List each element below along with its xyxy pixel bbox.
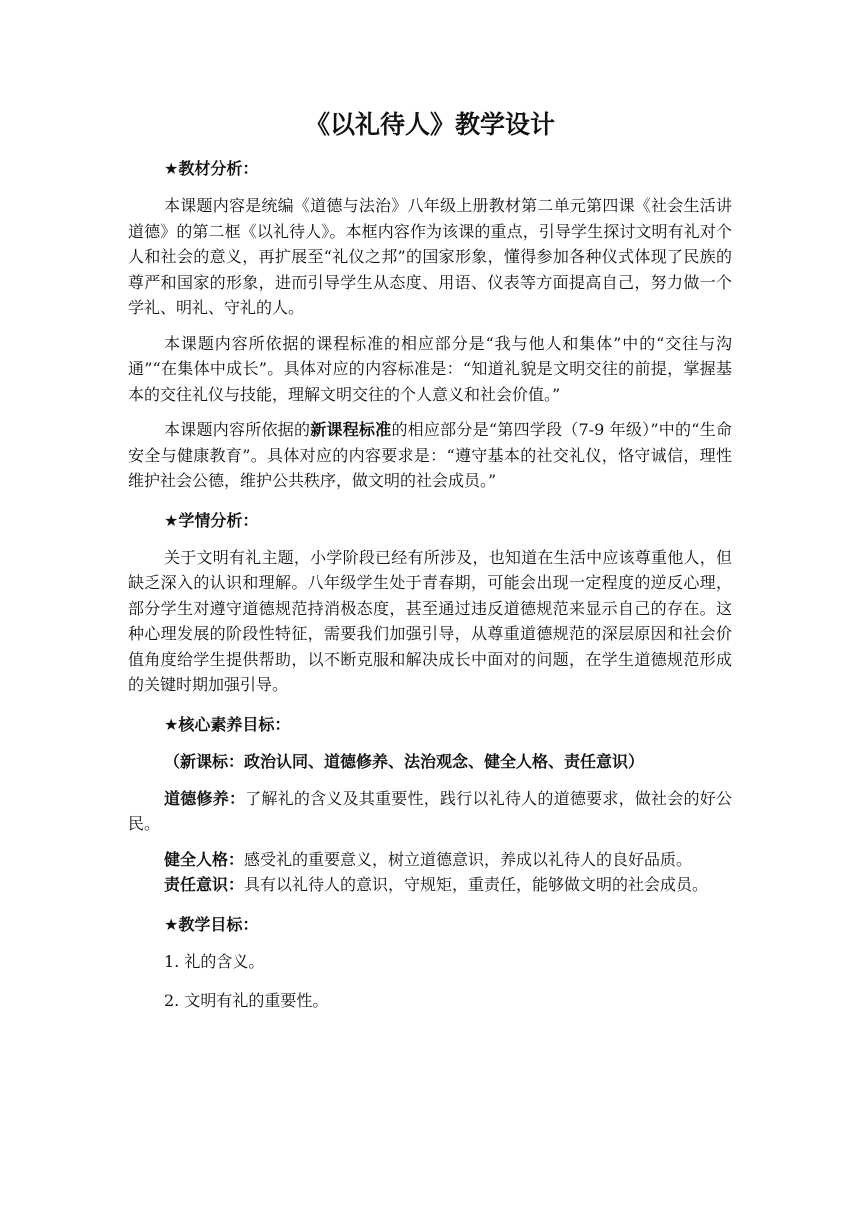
paragraph	[128, 417, 732, 494]
core-item-label: 责任意识：	[164, 875, 245, 894]
list-item: 2. 文明有礼的重要性。	[164, 990, 329, 1010]
paragraph-text: 本课题内容所依据的	[164, 420, 311, 439]
section-heading-core: ★核心素养目标：	[164, 714, 291, 734]
core-item-text: 了解礼的含义及其重要性，践行以礼待人的道德要求，做社会的好公民。	[128, 788, 732, 833]
bold-text: 新课程标准	[310, 420, 392, 439]
core-subtitle: （新课标：政治认同、道德修养、法治观念、健全人格、责任意识）	[164, 751, 645, 771]
core-item-text: 感受礼的重要意义，树立道德意识，养成以礼待人的良好品质。	[244, 849, 693, 869]
document-page	[128, 96, 732, 1027]
paragraph: 本课题内容是统编《道德与法治》八年级上册教材第二单元第四课《社会生活讲道德》的第二框《以礼待人》。本框内容作为该课的重点，引导学生探讨文明有礼对个人和社会的意义，再扩展至“礼仪之邦”的国家形象，懂得参加各种仪式体现了民族的尊严和国家的形象，进而引导学生从态度、用语、仪表等方面提高自己，努力做一个学礼、明礼、守礼的人。	[128, 196, 732, 317]
document-title: 《以礼待人》教学设计	[304, 110, 555, 139]
section-heading-teaching: ★教学目标：	[164, 914, 259, 934]
core-item-label: 健全人格：	[164, 849, 245, 869]
section-heading-learners: ★学情分析：	[164, 510, 259, 530]
paragraph-text: 的相应部分是“第四学段（7-9 年级）”中的“生命安全与健康教育”。具体对应的内容要求是：“遵守基本的社交礼仪，恪守诚信，理性维护社会公德，维护公共秩序，做文明的社会成员。”	[128, 420, 732, 490]
core-item-text: 具有以礼待人的意识，守规矩，重责任，能够做文明的社会成员。	[244, 875, 709, 894]
core-item-label: 道德修养：	[164, 788, 246, 808]
core-item	[128, 786, 732, 837]
list-item: 1. 礼的含义。	[164, 951, 265, 971]
paragraph: 关于文明有礼主题，小学阶段已经有所涉及，也知道在生活中应该尊重他人，但缺乏深入的认识和理解。八年级学生处于青春期，可能会出现一定程度的逆反心理，部分学生对遵守道德规范持消极态度，甚至通过违反道德规范来显示自己的存在。这种心理发展的阶段性特征，需要我们加强引导，从尊重道德规范的深层原因和社会价值角度给学生提供帮助，以不断克服和解决成长中面对的问题，在学生道德规范形成的关键时期加强引导。	[128, 547, 732, 694]
section-heading-textbook: ★教材分析：	[164, 159, 259, 178]
core-item	[128, 872, 732, 898]
paragraph: 本课题内容所依据的课程标准的相应部分是“我与他人和集体”中的“交往与沟通”“在集体中成长”。具体对应的内容标准是：“知道礼貌是文明交往的前提，掌握基本的交往礼仪与技能，理解文明交往的个人意义和社会价值。”	[128, 333, 732, 404]
core-item	[128, 847, 732, 873]
